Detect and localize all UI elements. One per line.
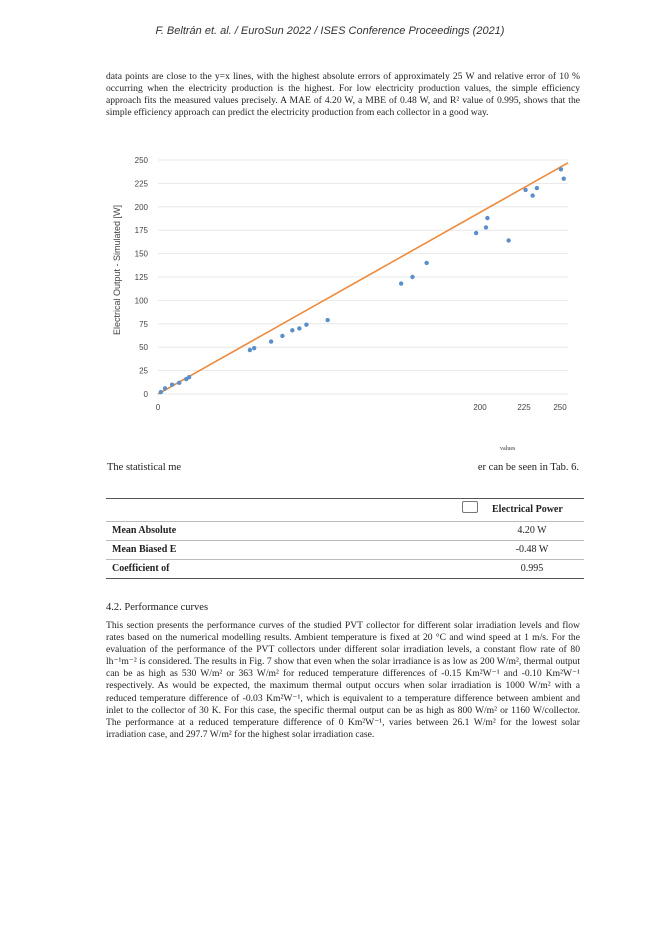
data-point [559,167,563,171]
row-value: 0.995 [520,563,544,574]
data-point [304,323,308,327]
data-point [163,386,167,390]
data-point [252,346,256,350]
table-caption [107,462,587,473]
x-tick-label: 250 [553,403,567,412]
body-paragraph-1: data points are close to the y=x lines, with the highest absolute errors of approximately 25 W and relative error of 10 % occurring when the electricity production is the highest. For low electricity production values, the simple efficiency approach fits the measured values precisely. A MAE of 4.20 W, a MBE of 0.48 W, and R² value of 0.995, shows that the simple efficiency approach can predict the electricity production from each collector in a good way. [106,71,580,119]
column-header: Electrical Power [492,504,563,515]
data-point [159,390,163,394]
y-tick-label: 250 [134,156,148,165]
data-point [535,186,539,190]
table-header [106,499,584,521]
data-point [290,328,294,332]
row-label: Mean Biased E [112,544,177,555]
data-point [424,261,428,265]
caption-right: er can be seen in Tab. 6. [477,462,579,473]
y-tick-labels [135,156,149,399]
x-tick-labels [156,403,567,412]
row-label: Mean Absolute [112,525,177,536]
data-point [562,177,566,181]
body-paragraph-2: This section presents the performance curves of the studied PVT collector for different solar irradiation levels and flow rates based on the numerical modelling results. Ambient temperature is fixed at 20 °C and wind speed at 1 m/s. For the evaluation of the performance of the PVT collectors under different solar irradiation levels, a constant flow rate of 80 lh⁻¹m⁻² is considered. The results in Fig. 7 show that even when the solar irradiance is as low as 200 W/m², thermal output can be as high as 530 W/m² or 363 W/m² for reduced temperature differences of -0.15 Km²W⁻¹ and -0.10 Km²W⁻¹ respectively. As would be expected, the maximum thermal output occurs when solar irradiation is 1000 W/m² with a reduced temperature difference of -0.03 Km²W⁻¹, which is equivalent to a temperature difference between ambient and inlet to the collector of 30 K. For this case, the specific thermal output can be as high as 800 W/m² or 1160 W/collector. The performance at a reduced temperature difference of 0 Km²W⁻¹, varies between 26.1 W/m² for the lowest solar irradiation case, and 297.7 W/m² for the highest solar irradiation case. [106,620,580,740]
x-tick-label: 200 [473,403,487,412]
y-tick-label: 200 [134,202,148,212]
data-point [297,326,301,330]
caption-left: The statistical me [107,462,182,473]
data-point [177,381,181,385]
legend-label: values [500,446,516,452]
table-row [106,540,584,559]
row-value: -0.48 W [515,544,549,555]
data-point [410,275,414,279]
y-tick-label: 175 [134,226,148,236]
data-point [506,238,510,242]
data-point [187,375,191,379]
y-tick-label: 50 [139,343,148,353]
data-points-group [159,167,566,394]
row-label: Coefficient of [112,563,170,574]
data-point [170,382,174,386]
data-point [325,318,329,322]
row-value: 4.20 W [517,525,547,536]
table-icon [462,501,478,513]
data-point [523,188,527,192]
y-tick-label: 100 [134,296,148,306]
x-tick-label: 225 [517,403,531,412]
statistics-table [106,498,584,579]
table-row [106,521,584,540]
data-point [248,348,252,352]
data-point [474,231,478,235]
scatter-chart [108,150,588,455]
y-tick-label: 0 [143,390,148,399]
data-point [399,281,403,285]
y-tick-label: 125 [134,273,148,282]
data-point [485,216,489,220]
fit-line [158,163,568,394]
data-point [484,225,488,229]
running-head: F. Beltrán et. al. / EuroSun 2022 / ISES Conference Proceedings (2021) [155,25,505,37]
y-axis-label: Electrical Output - Simulated [W] [112,204,122,336]
fit-line-group [158,163,568,394]
y-tick-label: 75 [139,319,148,329]
data-point [280,334,284,338]
table-row [106,559,584,579]
y-tick-label: 150 [134,249,148,259]
data-point [269,339,273,343]
section-heading: 4.2. Performance curves [106,602,209,613]
y-tick-label: 225 [134,179,148,189]
x-tick-label: 0 [155,403,161,412]
y-tick-label: 25 [139,366,148,376]
data-point [530,193,534,197]
